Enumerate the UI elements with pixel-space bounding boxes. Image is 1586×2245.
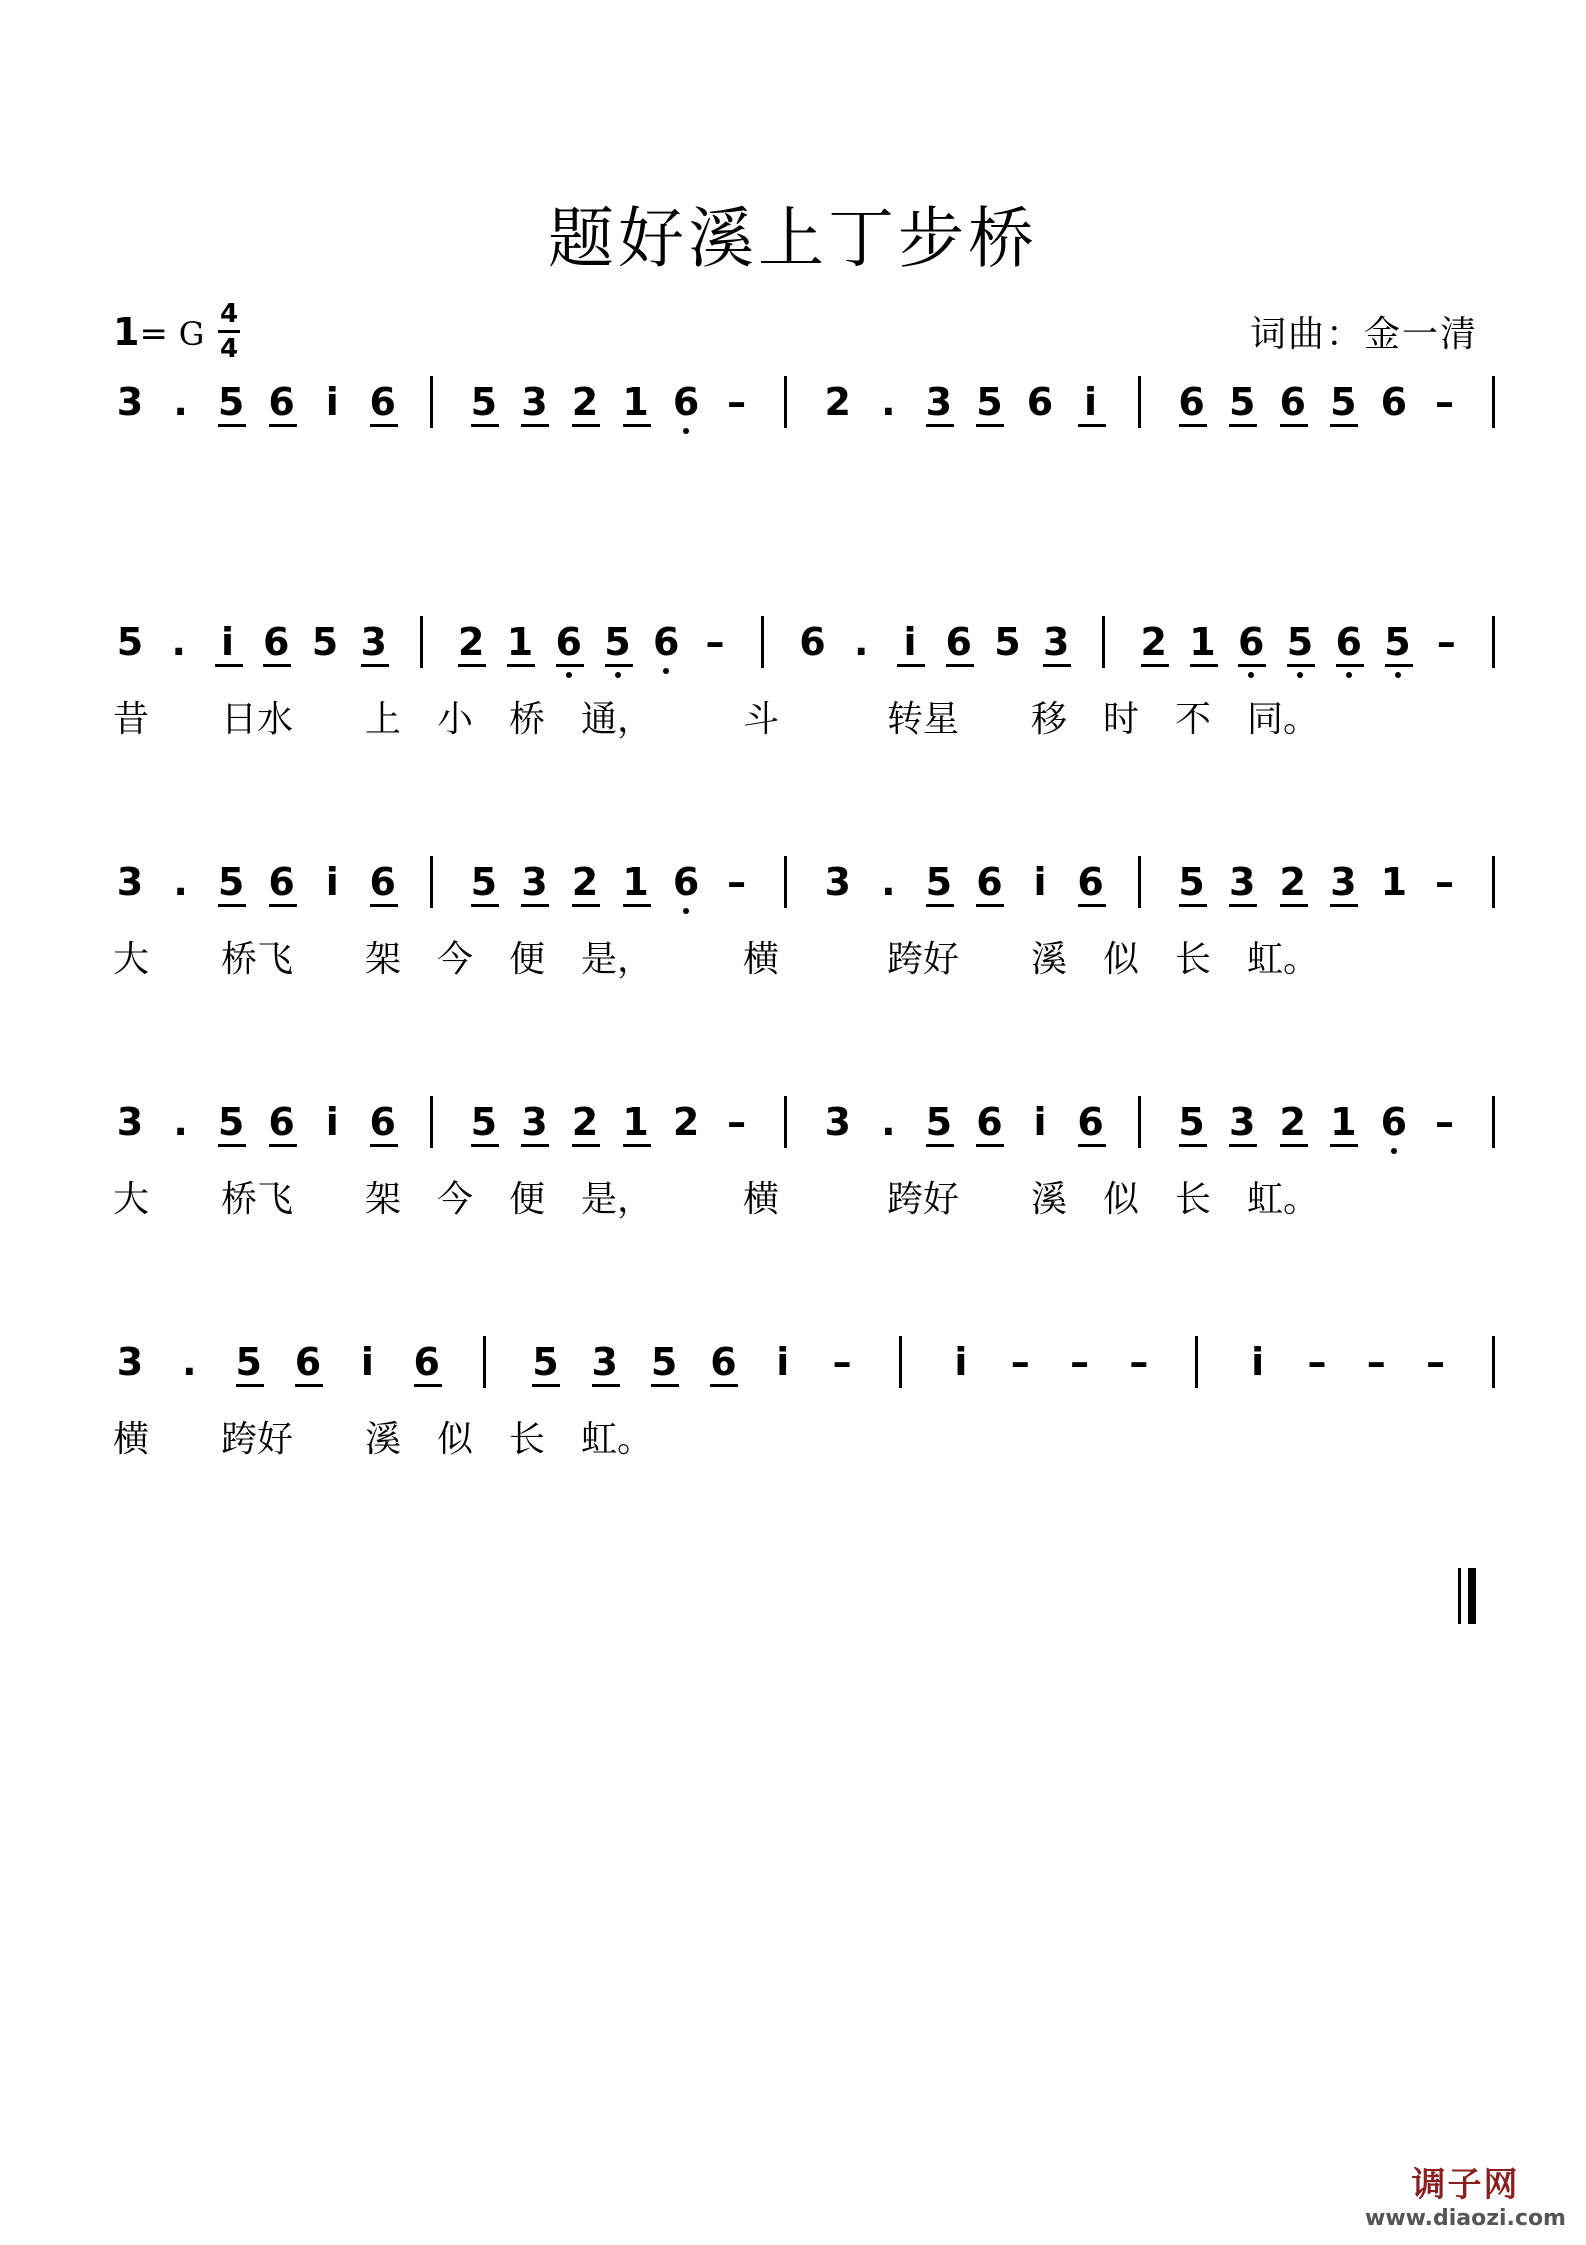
dash-mark: – [1070, 1340, 1090, 1384]
dash-mark: – [1129, 1340, 1149, 1384]
note: 6 [672, 380, 700, 424]
underline [507, 664, 535, 667]
note: 2 [1140, 620, 1167, 664]
underline [710, 1384, 738, 1387]
barline [1492, 856, 1495, 908]
low-octave-dot [1391, 1148, 1397, 1154]
note: 2 [1279, 860, 1306, 904]
underline [605, 664, 633, 667]
dash-mark: – [1434, 860, 1454, 904]
note: 5 [1286, 620, 1314, 664]
note: 5 [470, 1100, 498, 1144]
barline [1138, 1096, 1141, 1148]
note: 5 [470, 380, 498, 424]
underline [572, 1144, 600, 1147]
underline [926, 904, 954, 907]
underline [218, 904, 246, 907]
note: 5 [1330, 380, 1357, 424]
underline [976, 424, 1004, 427]
note: 6 [799, 620, 826, 664]
barline [1492, 1096, 1495, 1148]
barline [784, 376, 787, 428]
note: 2 [1279, 1100, 1306, 1144]
underline [1078, 424, 1106, 427]
note: 6 [294, 1340, 322, 1384]
note: 6 [976, 1100, 1003, 1144]
underline [370, 424, 398, 427]
note: 1 [622, 860, 649, 904]
note: i [776, 1340, 790, 1384]
note: 2 [571, 860, 599, 904]
low-octave-dot [1346, 672, 1352, 678]
barline [899, 1336, 902, 1388]
note: 6 [1380, 380, 1408, 424]
underline [976, 904, 1004, 907]
low-octave-dot [566, 672, 572, 678]
underline [521, 904, 549, 907]
dot-mark: . [854, 620, 869, 664]
underline [521, 424, 549, 427]
dash-mark: – [1010, 1340, 1030, 1384]
underline [295, 1384, 323, 1387]
note: 5 [217, 860, 245, 904]
note: 3 [925, 380, 953, 424]
note: 3 [1043, 620, 1070, 664]
underline [521, 1144, 549, 1147]
note: 5 [1384, 620, 1411, 664]
underline [556, 664, 584, 667]
underline [269, 1144, 297, 1147]
note: i [1033, 860, 1047, 904]
note: 6 [653, 620, 680, 664]
dot-mark: . [881, 860, 896, 904]
note: 2 [458, 620, 485, 664]
dot-mark: . [881, 1100, 896, 1144]
note: 6 [1380, 1100, 1408, 1144]
note: 3 [116, 860, 144, 904]
note: 3 [116, 1100, 144, 1144]
watermark-text: 调子网 [1411, 2165, 1520, 2205]
note: 5 [925, 1100, 953, 1144]
note: 6 [268, 1100, 295, 1144]
underline [897, 664, 925, 667]
barline [1492, 376, 1495, 428]
underline [1336, 664, 1364, 667]
underline [471, 1144, 499, 1147]
note: 6 [369, 860, 396, 904]
lyrics-line: 横 跨好 溪 似 长 虹。 [113, 1419, 654, 1460]
note: 5 [1178, 1100, 1205, 1144]
final-bar-thin [1458, 1568, 1461, 1624]
underline [236, 1384, 264, 1387]
underline [1078, 1144, 1106, 1147]
note: 6 [1178, 380, 1205, 424]
low-octave-dot [1395, 672, 1401, 678]
note: 3 [1330, 860, 1357, 904]
dot-mark: . [173, 380, 188, 424]
note: i [954, 1340, 968, 1384]
dot-mark: . [881, 380, 896, 424]
dash-mark: – [727, 380, 747, 424]
note: 3 [360, 620, 387, 664]
note: 6 [1077, 860, 1104, 904]
barline [483, 1336, 486, 1388]
underline [263, 664, 291, 667]
note: 5 [976, 380, 1003, 424]
low-octave-dot [683, 908, 689, 914]
meter-line [218, 330, 240, 333]
underline [623, 904, 651, 907]
watermark [1365, 2157, 1566, 2231]
underline [414, 1384, 442, 1387]
dash-mark: – [727, 860, 747, 904]
note: 5 [1178, 860, 1205, 904]
underline [532, 1384, 560, 1387]
note: 6 [555, 620, 582, 664]
dot-mark: . [171, 620, 186, 664]
underline [1280, 424, 1308, 427]
meter-bottom: 4 [219, 334, 239, 364]
lyrics-line: 昔 日水 上 小 桥 通， 斗 转星 移 时 不 同。 [113, 699, 1320, 740]
underline [269, 424, 297, 427]
note: 6 [268, 380, 295, 424]
underline [623, 1144, 651, 1147]
note: 6 [369, 380, 396, 424]
note: 5 [994, 620, 1021, 664]
barline [430, 856, 433, 908]
note: i [360, 1340, 374, 1384]
barline [1138, 856, 1141, 908]
underline [1385, 664, 1413, 667]
low-octave-dot [615, 672, 621, 678]
underline [651, 1384, 679, 1387]
notation-system [0, 1340, 1586, 1510]
note: 3 [521, 380, 548, 424]
note: 6 [1238, 620, 1265, 664]
barline [1138, 376, 1141, 428]
note: 6 [1026, 380, 1054, 424]
note: 5 [925, 860, 953, 904]
barline [1102, 616, 1105, 668]
note: i [325, 1100, 339, 1144]
note: 5 [1228, 380, 1256, 424]
underline [1287, 664, 1315, 667]
underline [1238, 664, 1266, 667]
dash-mark: – [832, 1340, 852, 1384]
note: 3 [116, 380, 144, 424]
note: 2 [571, 380, 599, 424]
underline [1179, 1144, 1207, 1147]
underline [572, 424, 600, 427]
dash-mark: – [1307, 1340, 1327, 1384]
note: 6 [945, 620, 972, 664]
underline [1229, 904, 1257, 907]
note: 5 [470, 860, 498, 904]
underline [1280, 1144, 1308, 1147]
key-one: 1 [113, 310, 140, 354]
dash-mark: – [1434, 380, 1454, 424]
note: 3 [824, 1100, 851, 1144]
underline [458, 664, 486, 667]
underline [623, 424, 651, 427]
note: 5 [650, 1340, 678, 1384]
key-signature [113, 310, 204, 354]
note: 1 [622, 1100, 649, 1144]
barline [430, 1096, 433, 1148]
note: 3 [824, 860, 851, 904]
note: 6 [1335, 620, 1362, 664]
low-octave-dot [663, 668, 669, 674]
note: 1 [506, 620, 534, 664]
note: 6 [263, 620, 290, 664]
barline [1195, 1336, 1198, 1388]
underline [218, 424, 246, 427]
note: i [325, 860, 339, 904]
low-octave-dot [1297, 672, 1303, 678]
underline [370, 904, 398, 907]
underline [1179, 424, 1207, 427]
note: 6 [976, 860, 1003, 904]
dot-mark: . [182, 1340, 197, 1384]
note: 5 [217, 380, 245, 424]
final-bar-thick [1468, 1568, 1476, 1624]
underline [976, 1144, 1004, 1147]
dash-mark: – [1366, 1340, 1386, 1384]
notation-system [0, 620, 1586, 790]
note: 2 [824, 380, 851, 424]
note: 1 [1330, 1100, 1357, 1144]
underline [1280, 904, 1308, 907]
dash-mark: – [705, 620, 725, 664]
note: 6 [268, 860, 295, 904]
note: 6 [710, 1340, 737, 1384]
note: 3 [116, 1340, 144, 1384]
note: 3 [1228, 1100, 1256, 1144]
note: 3 [591, 1340, 618, 1384]
final-barline [1458, 1568, 1480, 1624]
barline [1492, 1336, 1495, 1388]
dot-mark: . [173, 860, 188, 904]
credit: 词曲：金一清 [1249, 314, 1478, 355]
note: 3 [521, 860, 548, 904]
underline [1229, 424, 1257, 427]
note: 6 [672, 860, 700, 904]
underline [946, 664, 974, 667]
note: 3 [1228, 860, 1256, 904]
underline [1141, 664, 1169, 667]
barline [430, 376, 433, 428]
note: i [325, 380, 339, 424]
key-letter: G [178, 315, 205, 353]
note: 5 [604, 620, 631, 664]
note: 1 [622, 380, 649, 424]
note: i [1084, 380, 1098, 424]
notation-system [0, 860, 1586, 1030]
note: 6 [1279, 380, 1306, 424]
note: i [220, 620, 235, 664]
underline [1330, 1144, 1358, 1147]
note: 3 [521, 1100, 548, 1144]
underline [215, 664, 243, 667]
underline [572, 904, 600, 907]
notation-system [0, 1100, 1586, 1270]
underline [370, 1144, 398, 1147]
note: 5 [311, 620, 339, 664]
underline [471, 424, 499, 427]
underline [926, 424, 954, 427]
key-equals: = [139, 314, 168, 354]
note: 5 [532, 1340, 559, 1384]
dash-mark: – [1426, 1340, 1446, 1384]
underline [218, 1144, 246, 1147]
note: 6 [369, 1100, 396, 1144]
underline [1078, 904, 1106, 907]
underline [592, 1384, 620, 1387]
note: 5 [116, 620, 144, 664]
note: 2 [672, 1100, 700, 1144]
lyrics-line: 大 桥飞 架 今 便 是， 横 跨好 溪 似 长 虹。 [113, 939, 1320, 980]
barline [420, 616, 423, 668]
note: 1 [1189, 620, 1216, 664]
lyrics-line: 大 桥飞 架 今 便 是， 横 跨好 溪 似 长 虹。 [113, 1179, 1320, 1220]
underline [1330, 424, 1358, 427]
underline [269, 904, 297, 907]
note: 5 [235, 1340, 262, 1384]
underline [1229, 1144, 1257, 1147]
underline [1190, 664, 1218, 667]
barline [1492, 616, 1495, 668]
low-octave-dot [1248, 672, 1254, 678]
dash-mark: – [727, 1100, 747, 1144]
dash-mark: – [1436, 620, 1456, 664]
barline [784, 1096, 787, 1148]
note: i [1251, 1340, 1265, 1384]
note: i [903, 620, 917, 664]
watermark-url: www.diaozi.com [1365, 2206, 1566, 2231]
notation-system [0, 380, 1586, 550]
underline [926, 1144, 954, 1147]
dash-mark: – [1434, 1100, 1454, 1144]
note: 6 [413, 1340, 440, 1384]
underline [1043, 664, 1071, 667]
note: 5 [217, 1100, 245, 1144]
note: i [1033, 1100, 1047, 1144]
barline [761, 616, 764, 668]
note: 2 [571, 1100, 599, 1144]
underline [361, 664, 389, 667]
underline [471, 904, 499, 907]
time-signature [218, 300, 240, 363]
underline [1330, 904, 1358, 907]
dot-mark: . [173, 1100, 188, 1144]
meter-top: 4 [219, 299, 239, 329]
barline [784, 856, 787, 908]
low-octave-dot [683, 428, 689, 434]
note: 6 [1077, 1100, 1104, 1144]
page-title: 题好溪上丁步桥 [548, 200, 1038, 277]
underline [1179, 904, 1207, 907]
note: 1 [1380, 860, 1408, 904]
